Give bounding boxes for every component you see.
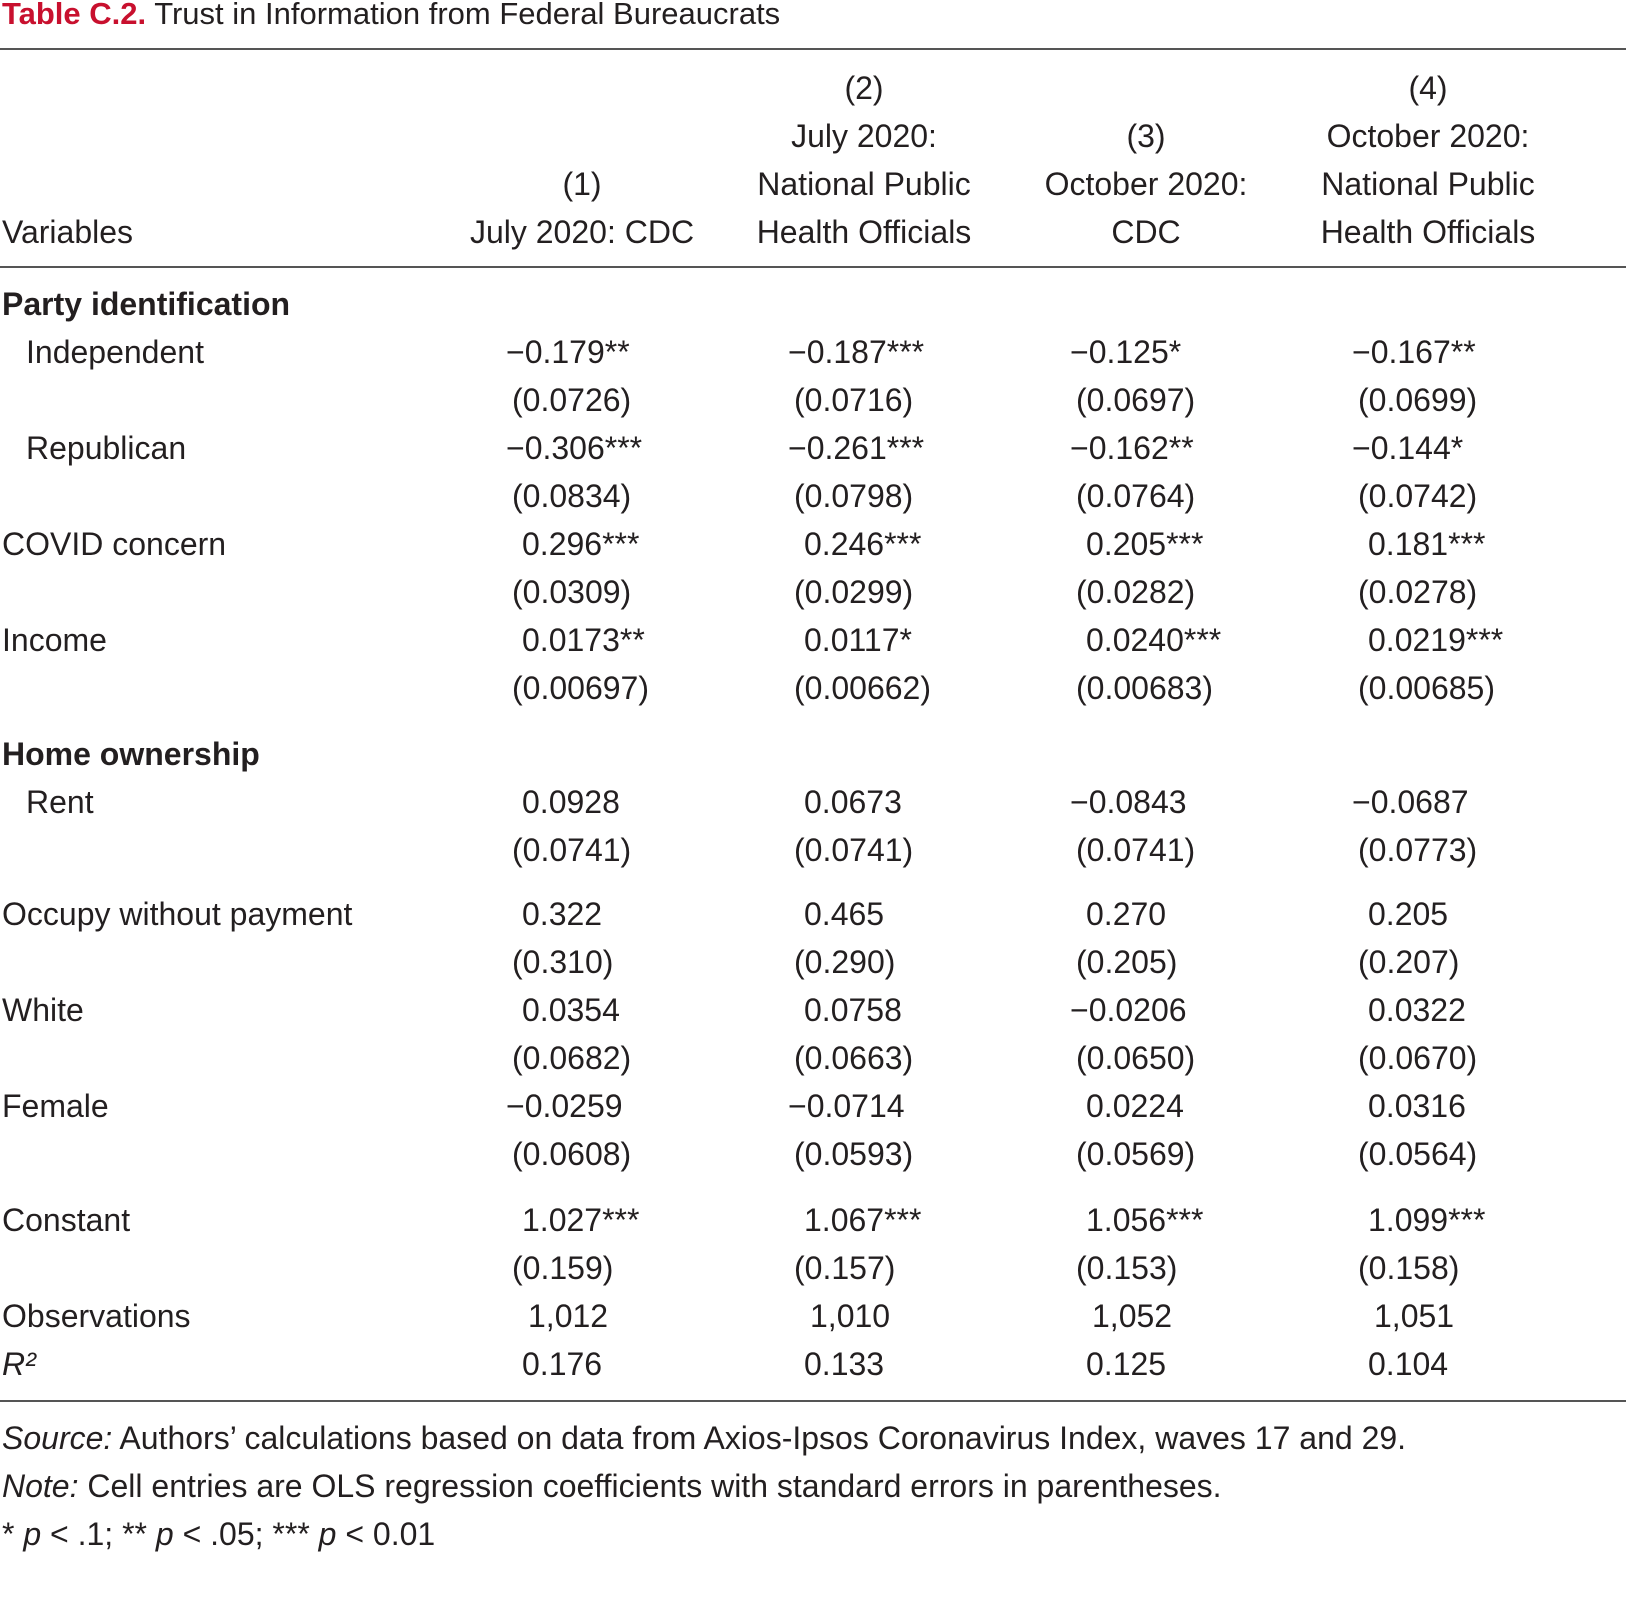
note-label: Note: xyxy=(2,1468,79,1504)
coefficient-cell: 0.205*** xyxy=(1086,526,1204,562)
column-header-line: Health Officials xyxy=(756,214,972,250)
coefficient-cell: −0.261*** xyxy=(788,430,925,466)
row-label: Constant xyxy=(2,1202,131,1238)
column-header-3 xyxy=(1006,112,1286,256)
std-error-cell: (0.0697) xyxy=(1076,382,1196,418)
std-error-cell: (0.0593) xyxy=(794,1136,914,1172)
std-error-cell: (0.00685) xyxy=(1358,670,1495,706)
top-rule xyxy=(0,48,1626,50)
bottom-rule xyxy=(0,1400,1626,1402)
coefficient-cell: −0.187*** xyxy=(788,334,925,370)
row-label: White xyxy=(2,992,84,1028)
column-header-line: (4) xyxy=(1408,70,1448,106)
std-error-cell: (0.00662) xyxy=(794,670,931,706)
coefficient-cell: −0.306*** xyxy=(506,430,643,466)
coefficient-cell: 0.0673 xyxy=(804,784,902,820)
std-error-cell: (0.0716) xyxy=(794,382,914,418)
std-error-cell: (0.0742) xyxy=(1358,478,1478,514)
coefficient-cell: 0.0240*** xyxy=(1086,622,1222,658)
stat-cell: 1,051 xyxy=(1374,1298,1455,1334)
coefficient-cell: 1.067*** xyxy=(804,1202,922,1238)
significance-text: * p < .1; ** p < .05; *** p < 0.01 xyxy=(2,1516,436,1552)
std-error-cell: (0.159) xyxy=(512,1250,614,1286)
std-error-cell: (0.0608) xyxy=(512,1136,632,1172)
coefficient-cell: 0.0173** xyxy=(522,622,645,658)
row-label: Income xyxy=(2,622,107,658)
std-error-cell: (0.0741) xyxy=(512,832,632,868)
std-error-cell: (0.0682) xyxy=(512,1040,632,1076)
std-error-cell: (0.0741) xyxy=(794,832,914,868)
column-header-2 xyxy=(724,64,1004,256)
std-error-cell: (0.0309) xyxy=(512,574,632,610)
std-error-cell: (0.158) xyxy=(1358,1250,1460,1286)
column-header-4 xyxy=(1288,64,1568,256)
variables-header: Variables xyxy=(2,214,134,250)
std-error-cell: (0.0726) xyxy=(512,382,632,418)
column-header-line: CDC xyxy=(1111,214,1181,250)
significance-note xyxy=(2,1514,435,1554)
column-header-line: National Public xyxy=(757,166,971,202)
coefficient-cell: 0.0928 xyxy=(522,784,620,820)
stat-cell: 0.104 xyxy=(1368,1346,1449,1382)
column-header-line: National Public xyxy=(1321,166,1535,202)
std-error-cell: (0.0834) xyxy=(512,478,632,514)
row-label: Female xyxy=(2,1088,109,1124)
stat-cell: 1,052 xyxy=(1092,1298,1173,1334)
coefficient-cell: 0.0117* xyxy=(804,622,912,658)
stat-cell: 1,010 xyxy=(810,1298,891,1334)
coefficient-cell: 0.322 xyxy=(522,896,603,932)
row-label: Observations xyxy=(2,1298,191,1334)
coefficient-cell: 0.0758 xyxy=(804,992,902,1028)
header-rule xyxy=(0,266,1626,268)
std-error-cell: (0.310) xyxy=(512,944,614,980)
coefficient-cell: −0.0687 xyxy=(1352,784,1469,820)
coefficient-cell: 0.0219*** xyxy=(1368,622,1504,658)
note xyxy=(2,1466,1222,1506)
coefficient-cell: 0.0354 xyxy=(522,992,620,1028)
row-label: R² xyxy=(2,1346,36,1382)
column-header-line: July 2020: CDC xyxy=(469,214,695,250)
coefficient-cell: −0.0259 xyxy=(506,1088,623,1124)
column-header-line: (1) xyxy=(562,166,602,202)
std-error-cell: (0.0282) xyxy=(1076,574,1196,610)
coefficient-cell: 0.181*** xyxy=(1368,526,1486,562)
std-error-cell: (0.0564) xyxy=(1358,1136,1478,1172)
column-header-1 xyxy=(442,160,722,256)
section-heading: Home ownership xyxy=(2,736,260,772)
std-error-cell: (0.0798) xyxy=(794,478,914,514)
row-label: COVID concern xyxy=(2,526,227,562)
coefficient-cell: 1.099*** xyxy=(1368,1202,1486,1238)
table-caption: Trust in Information from Federal Bureaucrats xyxy=(154,0,781,31)
coefficient-cell: −0.179** xyxy=(506,334,630,370)
std-error-cell: (0.0299) xyxy=(794,574,914,610)
std-error-cell: (0.290) xyxy=(794,944,896,980)
std-error-cell: (0.0699) xyxy=(1358,382,1478,418)
stat-cell: 0.133 xyxy=(804,1346,885,1382)
coefficient-cell: 0.0322 xyxy=(1368,992,1466,1028)
coefficient-cell: −0.0843 xyxy=(1070,784,1187,820)
coefficient-cell: −0.0206 xyxy=(1070,992,1187,1028)
row-label: Republican xyxy=(26,430,187,466)
coefficient-cell: 0.465 xyxy=(804,896,885,932)
std-error-cell: (0.0670) xyxy=(1358,1040,1478,1076)
coefficient-cell: 0.270 xyxy=(1086,896,1167,932)
coefficient-cell: −0.167** xyxy=(1352,334,1476,370)
row-label: Occupy without payment xyxy=(2,896,353,932)
std-error-cell: (0.157) xyxy=(794,1250,896,1286)
column-header-line: (2) xyxy=(844,70,884,106)
std-error-cell: (0.0663) xyxy=(794,1040,914,1076)
std-error-cell: (0.00697) xyxy=(512,670,649,706)
column-header-line: (3) xyxy=(1126,118,1166,154)
coefficient-cell: −0.144* xyxy=(1352,430,1464,466)
row-label: Independent xyxy=(26,334,204,370)
table-title xyxy=(2,0,780,34)
stat-cell: 0.125 xyxy=(1086,1346,1167,1382)
source-note xyxy=(2,1418,1406,1458)
column-header-line: July 2020: xyxy=(791,118,937,154)
coefficient-cell: 0.205 xyxy=(1368,896,1449,932)
stat-cell: 1,012 xyxy=(528,1298,609,1334)
column-header-line: October 2020: xyxy=(1044,166,1248,202)
std-error-cell: (0.0278) xyxy=(1358,574,1478,610)
coefficient-cell: −0.162** xyxy=(1070,430,1194,466)
std-error-cell: (0.205) xyxy=(1076,944,1178,980)
row-label: Rent xyxy=(26,784,94,820)
coefficient-cell: 0.0316 xyxy=(1368,1088,1466,1124)
coefficient-cell: 0.246*** xyxy=(804,526,922,562)
coefficient-cell: 0.296*** xyxy=(522,526,640,562)
table-number: Table C.2. xyxy=(2,0,147,31)
std-error-cell: (0.153) xyxy=(1076,1250,1178,1286)
coefficient-cell: 0.0224 xyxy=(1086,1088,1184,1124)
std-error-cell: (0.0569) xyxy=(1076,1136,1196,1172)
column-header-line: Health Officials xyxy=(1320,214,1536,250)
source-label: Source: xyxy=(2,1420,113,1456)
std-error-cell: (0.0773) xyxy=(1358,832,1478,868)
section-heading: Party identification xyxy=(2,286,291,322)
source-text: Authors’ calculations based on data from Axios-Ipsos Coronavirus Index, waves 17 and 29. xyxy=(112,1420,1407,1456)
coefficient-cell: 1.056*** xyxy=(1086,1202,1204,1238)
std-error-cell: (0.00683) xyxy=(1076,670,1213,706)
std-error-cell: (0.207) xyxy=(1358,944,1460,980)
note-text: Cell entries are OLS regression coefficients with standard errors in parentheses. xyxy=(78,1468,1222,1504)
stat-cell: 0.176 xyxy=(522,1346,603,1382)
coefficient-cell: −0.0714 xyxy=(788,1088,905,1124)
std-error-cell: (0.0764) xyxy=(1076,478,1196,514)
coefficient-cell: 1.027*** xyxy=(522,1202,640,1238)
std-error-cell: (0.0741) xyxy=(1076,832,1196,868)
std-error-cell: (0.0650) xyxy=(1076,1040,1196,1076)
coefficient-cell: −0.125* xyxy=(1070,334,1182,370)
column-header-line: October 2020: xyxy=(1326,118,1530,154)
